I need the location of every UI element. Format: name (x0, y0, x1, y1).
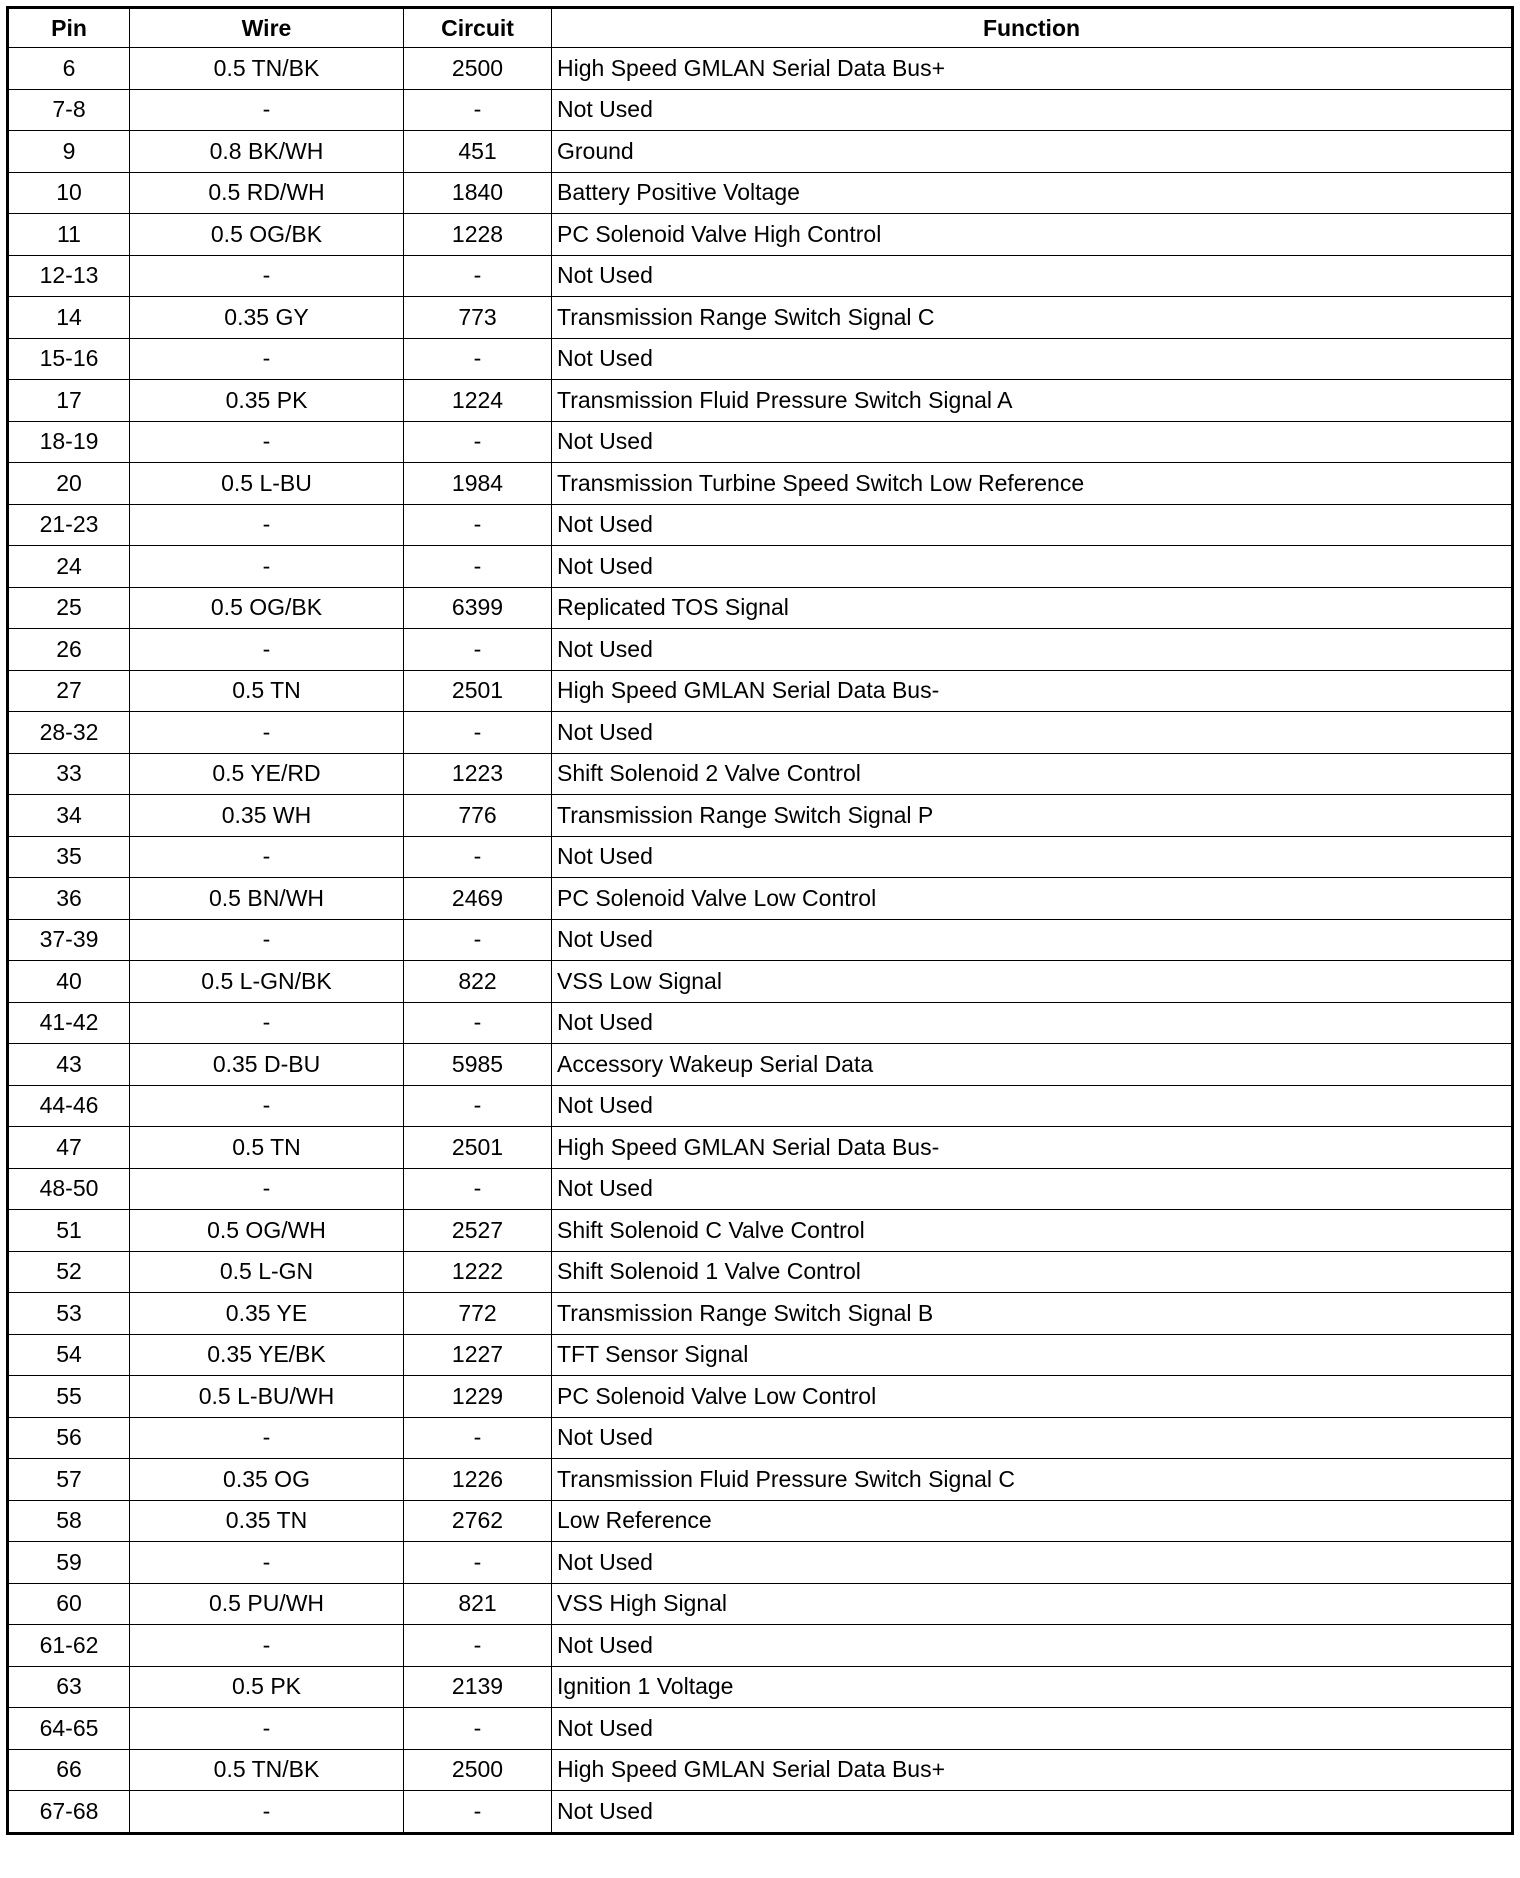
cell-function: Not Used (552, 1708, 1513, 1750)
cell-circuit: 2139 (404, 1666, 552, 1708)
table-row (8, 463, 1513, 505)
cell-function: Not Used (552, 255, 1513, 297)
cell-function: Not Used (552, 712, 1513, 754)
cell-wire: 0.5 L-GN/BK (130, 961, 404, 1003)
cell-wire: 0.5 L-BU/WH (130, 1376, 404, 1418)
cell-function: Shift Solenoid 2 Valve Control (552, 753, 1513, 795)
cell-pin: 59 (8, 1542, 130, 1584)
cell-wire: - (130, 1542, 404, 1584)
cell-wire: 0.35 GY (130, 297, 404, 339)
cell-pin: 6 (8, 48, 130, 90)
cell-function: Battery Positive Voltage (552, 172, 1513, 214)
cell-function: High Speed GMLAN Serial Data Bus+ (552, 1749, 1513, 1791)
table-row (8, 961, 1513, 1003)
cell-circuit: - (404, 1417, 552, 1459)
cell-wire: - (130, 1791, 404, 1834)
cell-wire: - (130, 89, 404, 131)
table-row (8, 131, 1513, 173)
cell-wire: - (130, 629, 404, 671)
table-row (8, 587, 1513, 629)
cell-pin: 27 (8, 670, 130, 712)
cell-pin: 40 (8, 961, 130, 1003)
cell-function: Not Used (552, 629, 1513, 671)
table-row (8, 1625, 1513, 1667)
cell-function: High Speed GMLAN Serial Data Bus+ (552, 48, 1513, 90)
cell-circuit: - (404, 1625, 552, 1667)
table-row (8, 1583, 1513, 1625)
cell-circuit: 776 (404, 795, 552, 837)
table-row (8, 1293, 1513, 1335)
cell-wire: - (130, 1168, 404, 1210)
cell-wire: - (130, 1085, 404, 1127)
cell-wire: - (130, 1625, 404, 1667)
table-row (8, 338, 1513, 380)
table-body (8, 48, 1513, 1834)
cell-wire: - (130, 919, 404, 961)
header-circuit: Circuit (404, 8, 552, 48)
cell-pin: 55 (8, 1376, 130, 1418)
cell-function: VSS Low Signal (552, 961, 1513, 1003)
table-row (8, 89, 1513, 131)
header-pin: Pin (8, 8, 130, 48)
cell-function: Not Used (552, 919, 1513, 961)
cell-function: PC Solenoid Valve Low Control (552, 878, 1513, 920)
cell-pin: 52 (8, 1251, 130, 1293)
cell-function: TFT Sensor Signal (552, 1334, 1513, 1376)
cell-circuit: 2500 (404, 48, 552, 90)
cell-pin: 36 (8, 878, 130, 920)
cell-circuit: 1227 (404, 1334, 552, 1376)
cell-function: Low Reference (552, 1500, 1513, 1542)
cell-function: Not Used (552, 1542, 1513, 1584)
cell-pin: 24 (8, 546, 130, 588)
cell-circuit: - (404, 1168, 552, 1210)
table-row (8, 795, 1513, 837)
cell-pin: 44-46 (8, 1085, 130, 1127)
cell-pin: 43 (8, 1044, 130, 1086)
cell-function: Not Used (552, 1168, 1513, 1210)
cell-wire: 0.5 PK (130, 1666, 404, 1708)
table-row (8, 712, 1513, 754)
cell-pin: 20 (8, 463, 130, 505)
cell-function: Not Used (552, 836, 1513, 878)
cell-wire: 0.35 PK (130, 380, 404, 422)
cell-circuit: 1228 (404, 214, 552, 256)
cell-circuit: 1984 (404, 463, 552, 505)
cell-pin: 21-23 (8, 504, 130, 546)
cell-wire: 0.5 L-GN (130, 1251, 404, 1293)
cell-pin: 11 (8, 214, 130, 256)
cell-wire: 0.35 D-BU (130, 1044, 404, 1086)
table-row (8, 1127, 1513, 1169)
cell-pin: 64-65 (8, 1708, 130, 1750)
cell-wire: 0.5 L-BU (130, 463, 404, 505)
cell-circuit: 2469 (404, 878, 552, 920)
table-row (8, 629, 1513, 671)
cell-wire: 0.35 YE/BK (130, 1334, 404, 1376)
cell-function: Ground (552, 131, 1513, 173)
cell-function: Not Used (552, 1625, 1513, 1667)
table-row (8, 1044, 1513, 1086)
cell-wire: - (130, 836, 404, 878)
table-row (8, 1376, 1513, 1418)
cell-circuit: 1226 (404, 1459, 552, 1501)
cell-circuit: - (404, 712, 552, 754)
cell-function: Replicated TOS Signal (552, 587, 1513, 629)
cell-circuit: - (404, 1085, 552, 1127)
cell-circuit: - (404, 629, 552, 671)
cell-wire: - (130, 1002, 404, 1044)
table-row (8, 1417, 1513, 1459)
cell-wire: - (130, 338, 404, 380)
table-row (8, 670, 1513, 712)
cell-function: Transmission Range Switch Signal C (552, 297, 1513, 339)
cell-pin: 10 (8, 172, 130, 214)
table-row (8, 421, 1513, 463)
cell-pin: 51 (8, 1210, 130, 1252)
cell-wire: 0.35 WH (130, 795, 404, 837)
cell-circuit: - (404, 89, 552, 131)
cell-pin: 41-42 (8, 1002, 130, 1044)
cell-function: Ignition 1 Voltage (552, 1666, 1513, 1708)
cell-pin: 58 (8, 1500, 130, 1542)
cell-function: Transmission Turbine Speed Switch Low Reference (552, 463, 1513, 505)
cell-wire: 0.35 OG (130, 1459, 404, 1501)
table-row (8, 919, 1513, 961)
cell-wire: - (130, 712, 404, 754)
table-row (8, 1168, 1513, 1210)
cell-function: Not Used (552, 1002, 1513, 1044)
cell-pin: 57 (8, 1459, 130, 1501)
cell-circuit: 1223 (404, 753, 552, 795)
cell-function: Not Used (552, 421, 1513, 463)
cell-pin: 15-16 (8, 338, 130, 380)
cell-circuit: - (404, 919, 552, 961)
cell-wire: - (130, 255, 404, 297)
cell-pin: 34 (8, 795, 130, 837)
cell-circuit: 1840 (404, 172, 552, 214)
cell-wire: 0.35 TN (130, 1500, 404, 1542)
cell-function: Not Used (552, 1085, 1513, 1127)
cell-pin: 18-19 (8, 421, 130, 463)
cell-pin: 9 (8, 131, 130, 173)
cell-wire: 0.8 BK/WH (130, 131, 404, 173)
cell-pin: 26 (8, 629, 130, 671)
cell-pin: 48-50 (8, 1168, 130, 1210)
cell-pin: 35 (8, 836, 130, 878)
cell-function: Not Used (552, 89, 1513, 131)
cell-function: Not Used (552, 1417, 1513, 1459)
cell-function: High Speed GMLAN Serial Data Bus- (552, 1127, 1513, 1169)
cell-wire: - (130, 1417, 404, 1459)
table-row (8, 753, 1513, 795)
cell-pin: 17 (8, 380, 130, 422)
cell-function: Not Used (552, 338, 1513, 380)
table-row (8, 172, 1513, 214)
cell-circuit: 2501 (404, 1127, 552, 1169)
table-row (8, 1500, 1513, 1542)
cell-wire: - (130, 421, 404, 463)
cell-wire: 0.5 RD/WH (130, 172, 404, 214)
cell-wire: - (130, 1708, 404, 1750)
cell-circuit: 2762 (404, 1500, 552, 1542)
cell-pin: 54 (8, 1334, 130, 1376)
table-row (8, 214, 1513, 256)
cell-circuit: - (404, 255, 552, 297)
cell-pin: 63 (8, 1666, 130, 1708)
cell-pin: 28-32 (8, 712, 130, 754)
cell-function: Accessory Wakeup Serial Data (552, 1044, 1513, 1086)
table-row (8, 1210, 1513, 1252)
table-row (8, 546, 1513, 588)
cell-wire: 0.5 PU/WH (130, 1583, 404, 1625)
table-row (8, 1334, 1513, 1376)
table-row (8, 1666, 1513, 1708)
cell-pin: 25 (8, 587, 130, 629)
cell-circuit: 2527 (404, 1210, 552, 1252)
table-row (8, 48, 1513, 90)
cell-function: High Speed GMLAN Serial Data Bus- (552, 670, 1513, 712)
cell-wire: 0.5 TN/BK (130, 1749, 404, 1791)
cell-wire: 0.5 BN/WH (130, 878, 404, 920)
table-row (8, 1085, 1513, 1127)
cell-wire: 0.5 TN (130, 1127, 404, 1169)
cell-pin: 14 (8, 297, 130, 339)
cell-pin: 56 (8, 1417, 130, 1459)
table-row (8, 1002, 1513, 1044)
table-row (8, 1791, 1513, 1834)
cell-function: Shift Solenoid 1 Valve Control (552, 1251, 1513, 1293)
cell-circuit: 2501 (404, 670, 552, 712)
table-row (8, 878, 1513, 920)
cell-function: Transmission Range Switch Signal B (552, 1293, 1513, 1335)
cell-pin: 12-13 (8, 255, 130, 297)
cell-function: Transmission Range Switch Signal P (552, 795, 1513, 837)
table-row (8, 1708, 1513, 1750)
cell-function: PC Solenoid Valve Low Control (552, 1376, 1513, 1418)
cell-function: Transmission Fluid Pressure Switch Signal C (552, 1459, 1513, 1501)
table-row (8, 1459, 1513, 1501)
cell-function: Not Used (552, 1791, 1513, 1834)
cell-function: Shift Solenoid C Valve Control (552, 1210, 1513, 1252)
table-row (8, 504, 1513, 546)
cell-circuit: 451 (404, 131, 552, 173)
cell-circuit: 2500 (404, 1749, 552, 1791)
cell-function: Not Used (552, 504, 1513, 546)
cell-wire: 0.5 OG/BK (130, 587, 404, 629)
cell-circuit: - (404, 836, 552, 878)
cell-wire: - (130, 546, 404, 588)
cell-wire: 0.5 OG/WH (130, 1210, 404, 1252)
cell-wire: 0.5 TN (130, 670, 404, 712)
cell-circuit: - (404, 338, 552, 380)
cell-circuit: - (404, 1708, 552, 1750)
cell-pin: 61-62 (8, 1625, 130, 1667)
header-row (8, 8, 1513, 48)
cell-circuit: 822 (404, 961, 552, 1003)
cell-pin: 67-68 (8, 1791, 130, 1834)
cell-pin: 37-39 (8, 919, 130, 961)
cell-pin: 60 (8, 1583, 130, 1625)
cell-function: Transmission Fluid Pressure Switch Signal A (552, 380, 1513, 422)
cell-wire: - (130, 504, 404, 546)
cell-circuit: 1229 (404, 1376, 552, 1418)
table-row (8, 255, 1513, 297)
cell-circuit: 821 (404, 1583, 552, 1625)
cell-circuit: - (404, 546, 552, 588)
cell-pin: 7-8 (8, 89, 130, 131)
cell-wire: 0.5 YE/RD (130, 753, 404, 795)
cell-circuit: - (404, 1542, 552, 1584)
cell-pin: 47 (8, 1127, 130, 1169)
cell-pin: 53 (8, 1293, 130, 1335)
cell-wire: 0.5 TN/BK (130, 48, 404, 90)
cell-pin: 33 (8, 753, 130, 795)
cell-circuit: 6399 (404, 587, 552, 629)
cell-pin: 66 (8, 1749, 130, 1791)
cell-circuit: - (404, 1791, 552, 1834)
cell-wire: 0.35 YE (130, 1293, 404, 1335)
table-row (8, 1251, 1513, 1293)
cell-function: Not Used (552, 546, 1513, 588)
table-row (8, 297, 1513, 339)
connector-pinout-table (6, 6, 1514, 1835)
header-function: Function (552, 8, 1513, 48)
cell-circuit: - (404, 421, 552, 463)
table-row (8, 836, 1513, 878)
cell-circuit: - (404, 504, 552, 546)
cell-circuit: 1222 (404, 1251, 552, 1293)
table-row (8, 380, 1513, 422)
table-row (8, 1749, 1513, 1791)
cell-circuit: 1224 (404, 380, 552, 422)
cell-circuit: 772 (404, 1293, 552, 1335)
cell-circuit: 5985 (404, 1044, 552, 1086)
cell-circuit: 773 (404, 297, 552, 339)
cell-function: PC Solenoid Valve High Control (552, 214, 1513, 256)
cell-wire: 0.5 OG/BK (130, 214, 404, 256)
header-wire: Wire (130, 8, 404, 48)
cell-function: VSS High Signal (552, 1583, 1513, 1625)
cell-circuit: - (404, 1002, 552, 1044)
table-row (8, 1542, 1513, 1584)
